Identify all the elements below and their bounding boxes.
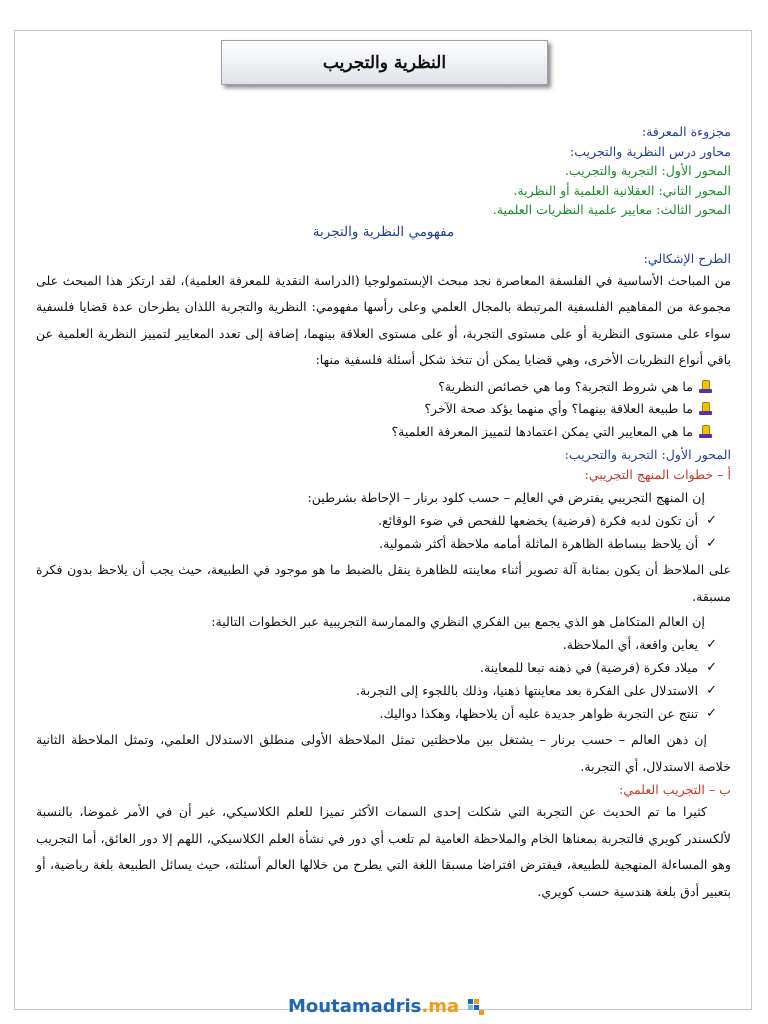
question-text: ما هي المعايير التي يمكن اعتمادها لتمييز المعرفة العلمية؟ bbox=[391, 423, 693, 439]
problematic-heading: الطرح الإشكالي: bbox=[643, 250, 731, 266]
question-item bbox=[36, 377, 731, 397]
writing-hand-icon bbox=[699, 380, 713, 394]
writing-hand-icon bbox=[699, 425, 713, 439]
concepts-heading: مفهومي النظرية والتجربة bbox=[312, 223, 455, 240]
step-text: ميلاد فكرة (فرضية) في ذهنه تبعا للمعاينة. bbox=[480, 659, 699, 675]
step-item bbox=[36, 681, 731, 701]
mind-paragraph: إن ذهن العالم – حسب برنار – يشتغل بين ملاحظتين تمثل الملاحظة الأولى منطلق الاستدلال العلمي، وتمثل الملاحظة الثانية خلاصة الاستدلال، أي التجربة. bbox=[36, 732, 731, 774]
observer-paragraph: على الملاحظ أن يكون بمثابة آلة تصوير أثناء معاينته للظاهرة ينقل بالضبط ما هو موجود في الطبيعة، حيث يجب أن يلاحظ بدون فكرة مسبقة. bbox=[36, 562, 731, 604]
axis-item-2: المحور الثاني: العقلانية العلمية أو النظرية. bbox=[513, 182, 731, 198]
axes-heading: محاور درس النظرية والتجريب: bbox=[569, 143, 731, 159]
site-logo bbox=[288, 996, 484, 1017]
condition-item bbox=[36, 534, 731, 554]
section-b-heading: ب – التجريب العلمي: bbox=[619, 781, 731, 797]
question-text: ما طبيعة العلاقة بينهما؟ وأي منهما يؤكد صحة الآخر؟ bbox=[424, 401, 693, 417]
writing-hand-icon bbox=[699, 402, 713, 416]
document-body bbox=[36, 122, 731, 905]
checkmark-icon: ✓ bbox=[706, 512, 717, 528]
step-item bbox=[36, 635, 731, 655]
checkmark-icon: ✓ bbox=[706, 659, 717, 675]
module-label: مجزوءة المعرفة: bbox=[641, 124, 731, 139]
step-item bbox=[36, 658, 731, 678]
condition-text: أن تكون لديه فكرة (فرضية) يخضعها للفحص في ضوء الوقائع. bbox=[378, 512, 699, 528]
logo-text: Moutamadris bbox=[288, 996, 422, 1017]
step-text: الاستدلال على الفكرة بعد معاينتها ذهنيا، وذلك باللجوء إلى التجربة. bbox=[355, 682, 699, 698]
problematic-paragraph: من المباحث الأساسية في الفلسفة المعاصرة نجد مبحث الإبستمولوجيا (الدراسة النقدية للمعرفة العلمية)، لقد ارتكز هذا المبحث على مجموعة من المفاهيم الفلسفية المرتبطة بالمجال العلمي وعلى رأسها مفهومي: النظرية والتجربة اللذان يطرحان عدة قضايا فلسفية سواء على مستوى النظرية أو على مستوى التجربة، أو على مستوى العلاقة بينهما، إضافة إلى تعدد المعايير لتمييز النظرية العلمية عن باقي أنواع النظريات الأخرى، وهي قضايا يمكن أن تتخذ شكل أسئلة فلسفية منها: bbox=[36, 273, 731, 368]
question-item bbox=[36, 422, 731, 442]
method-intro: إن المنهج التجريبي يفترض في العالِم – حسب كلود برنار – الإحاطة بشرطين: bbox=[307, 490, 705, 506]
axis1-heading: المحور الأول: التجربة والتجريب: bbox=[564, 447, 731, 463]
checkmark-icon: ✓ bbox=[706, 636, 717, 652]
scientist-intro: إن العالم المتكامل هو الذي يجمع بين الفكري النظري والممارسة التجريبية عبر الخطوات التالية: bbox=[211, 614, 705, 630]
section-a-heading: أ – خطوات المنهج التجريبي: bbox=[584, 466, 731, 482]
checkmark-icon: ✓ bbox=[706, 682, 717, 698]
experimentation-paragraph: كثيرا ما تم الحديث عن التجربة التي شكلت إحدى السمات الأكثر تميزا للعلم الكلاسيكي، غير أن في الأمر غموضا، بالنسبة لألكسندر كويري فالتجربة بمعناها الخام والملاحظة العامية لم تلعب أي دور في نشأة العلم الكلاسيكي، اللهم إلا دور العائق، أما التجريب وهو المساءلة المنهجية للطبيعة، فيفترض افتراضا مسبقا اللغة التي يطرح من خلالها العالم أسئلته، حيث يسائل الطبيعة بلغة رياضية، أو بتعبير أدق بلغة هندسية حسب كويري. bbox=[36, 804, 731, 899]
axis-item-3: المحور الثالث: معايير علمية النظريات العلمية. bbox=[492, 202, 731, 218]
page-title: النظرية والتجريب bbox=[221, 40, 548, 85]
logo-pixel-icon bbox=[468, 999, 484, 1015]
axis-item-1: المحور الأول: التجربة والتجريب. bbox=[564, 163, 731, 179]
checkmark-icon: ✓ bbox=[706, 536, 717, 551]
question-text: ما هي شروط التجربة؟ وما هي خصائص النظرية؟ bbox=[438, 378, 693, 394]
condition-item bbox=[36, 511, 731, 531]
checkmark-icon: ✓ bbox=[706, 705, 717, 721]
step-text: تنتج عن التجربة ظواهر جديدة عليه أن يلاحظها، وهكذا دواليك. bbox=[379, 705, 699, 721]
step-text: يعاين واقعة، أي الملاحظة. bbox=[562, 636, 699, 652]
logo-suffix: .ma bbox=[421, 996, 460, 1017]
condition-text: أن يلاحظ ببساطة الظاهرة الماثلة أمامه ملاحظة أكثر شمولية. bbox=[379, 536, 699, 551]
step-item bbox=[36, 704, 731, 724]
question-item bbox=[36, 399, 731, 419]
